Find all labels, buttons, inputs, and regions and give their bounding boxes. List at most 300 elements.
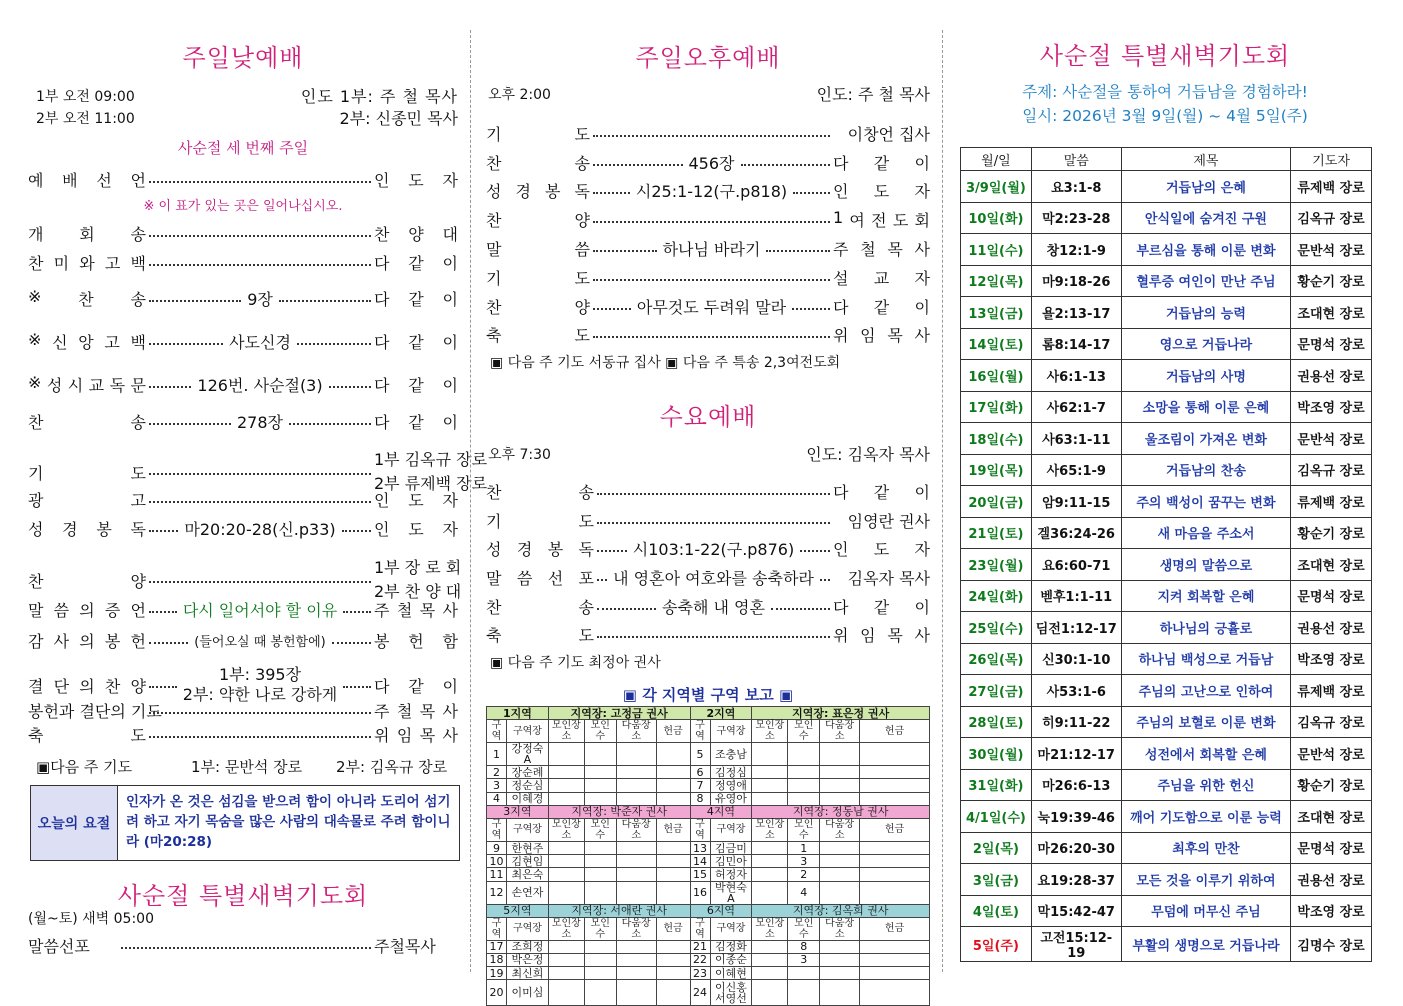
region-cell [820, 868, 860, 881]
table-row [961, 612, 1372, 644]
sunday-morning-section [28, 0, 488, 992]
region-cell [584, 953, 616, 966]
region-cell [860, 980, 930, 1006]
region-subheader-cell: 모인장소 [548, 917, 584, 940]
verse-cell: 암9:11-15 [1031, 486, 1121, 518]
region-header-cell: 6지역 [690, 904, 752, 917]
table-row [961, 265, 1372, 297]
season-label: 사순절 세 번째 주일 [177, 139, 309, 157]
prayer-cell: 황순기 장로 [1291, 769, 1372, 801]
wednesday-item-label: 찬 송 [486, 483, 594, 502]
verse-label: 오늘의 요절 [31, 786, 118, 860]
morning-item-label: 감 사 의 봉 헌 [28, 632, 146, 651]
subject-cell: 영으로 거듭나라 [1121, 328, 1290, 360]
subject-cell: 무덤에 머무신 주님 [1121, 895, 1290, 927]
verse-cell: 사6:1-13 [1031, 360, 1121, 392]
morning-item-value: 1부 장 로 회 2부 찬 양 대 [374, 558, 462, 601]
prayer-cell: 문반석 장로 [1291, 234, 1372, 266]
morning-item [28, 287, 458, 310]
subject-cell: 주님의 보혈로 이룬 변화 [1121, 706, 1290, 738]
morning-item-label: ※ 성 시 교 독 문 [28, 373, 146, 395]
region-cell: 16 [690, 881, 710, 904]
verse-cell: 고전15:12-19 [1031, 927, 1121, 962]
table-row [487, 766, 930, 779]
wednesday-item [486, 595, 930, 618]
region-cell: 3 [788, 953, 820, 966]
region-subheader-cell: 다움장소 [820, 720, 860, 743]
region-subheader-cell: 헌금 [860, 818, 930, 841]
date-cell: 3일(금) [961, 864, 1032, 896]
prayer-cell: 김명수 장로 [1291, 927, 1372, 962]
verse-cell: 사65:1-9 [1031, 454, 1121, 486]
region-cell [860, 855, 930, 868]
region-cell [752, 766, 788, 779]
region-cell: 김정화 [710, 940, 752, 953]
region-cell [584, 980, 616, 1006]
region-cell [860, 792, 930, 805]
region-header-cell: 지역장: 서애란 권사 [548, 904, 690, 917]
verse-cell: 롬8:14-17 [1031, 328, 1121, 360]
region-header-cell: 지역장: 박준자 권사 [548, 805, 690, 818]
table-row [961, 643, 1372, 675]
morning-item-label: 개 회 송 [28, 225, 146, 244]
morning-item-label: 찬 양 [28, 571, 146, 591]
region-cell [616, 868, 656, 881]
table-row [487, 953, 930, 966]
region-subheader-cell: 헌금 [656, 818, 690, 841]
wednesday-item-value: 다 같 이 [833, 483, 930, 502]
dawn-prayer-section [958, 0, 1372, 992]
region-cell [656, 940, 690, 953]
morning-item-detail: 사도신경 [226, 330, 294, 353]
region-cell [860, 953, 930, 966]
table-row [961, 454, 1372, 486]
wednesday-item-label: 성 경 봉 독 [486, 540, 594, 559]
region-subheader-cell: 모인장소 [752, 917, 788, 940]
region-subheader-cell: 구역장 [710, 720, 752, 743]
afternoon-item-label: 찬 송 [486, 154, 590, 173]
morning-item-label: 광 고 [28, 491, 146, 510]
region-cell: 이미심 [506, 980, 548, 1006]
wednesday-time: 오후 7:30 [488, 447, 551, 463]
region-cell [820, 841, 860, 854]
region-cell: 김금미 [710, 841, 752, 854]
date-cell: 30일(월) [961, 738, 1032, 770]
region-subheader-cell: 구역 [690, 720, 710, 743]
region-cell [584, 967, 616, 980]
region-header-cell: 3지역 [487, 805, 549, 818]
header-date: 월/일 [961, 148, 1032, 171]
region-cell: 19 [487, 967, 507, 980]
date-cell: 25일(수) [961, 612, 1032, 644]
region-cell: 허정자 [710, 868, 752, 881]
region-cell: 장순례 [506, 766, 548, 779]
wednesday-title: 수요예배 [659, 403, 757, 431]
region-cell [548, 868, 584, 881]
morning-item-value: 위 임 목 사 [374, 726, 458, 745]
morning-item-value: 다 같 이 [374, 676, 459, 696]
region-header-cell: 지역장: 표은정 권사 [752, 707, 930, 720]
region-cell: 정영애 [710, 779, 752, 792]
region-subheader-cell: 구역장 [710, 818, 752, 841]
dawn-time: (월~토) 새벽 05:00 [28, 911, 154, 927]
region-header-cell: 4지역 [690, 805, 752, 818]
region-cell [820, 940, 860, 953]
afternoon-item [486, 266, 930, 289]
region-cell [584, 855, 616, 868]
prayer-cell: 조대현 장로 [1291, 297, 1372, 329]
region-subheader-cell: 구역장 [710, 917, 752, 940]
region-cell [616, 855, 656, 868]
region-cell: 18 [487, 953, 507, 966]
subject-cell: 거듭남의 능력 [1121, 297, 1290, 329]
dawn-item-label: 말씀선포 [28, 937, 90, 956]
afternoon-item [486, 179, 930, 202]
date-cell: 10일(화) [961, 202, 1032, 234]
morning-item [28, 699, 458, 722]
morning-item-value: 인 도 자 [374, 171, 458, 190]
region-cell [656, 855, 690, 868]
region-cell [616, 980, 656, 1006]
region-cell: 14 [690, 855, 710, 868]
region-header-cell: 2지역 [690, 707, 752, 720]
region-subheader-cell: 모인장소 [548, 720, 584, 743]
region-subheader-cell: 구역장 [506, 720, 548, 743]
verse-text: 인자가 온 것은 섬김을 받으려 함이 아니라 도리어 섬기려 하고 자기 목숨을 많은 사람의 대속물로 주려 함이니라 (마20:28) [126, 794, 451, 850]
table-row [961, 864, 1372, 896]
morning-item-value: 봉 헌 함 [374, 632, 458, 651]
wednesday-item [486, 480, 930, 503]
region-header [487, 805, 930, 818]
dawn-main-title: 사순절 특별새벽기도회 [1039, 42, 1291, 70]
region-cell [820, 980, 860, 1006]
table-row [961, 580, 1372, 612]
wednesday-item-detail: 송축해 내 영혼 [659, 595, 768, 618]
date-cell: 24일(화) [961, 580, 1032, 612]
region-cell [584, 940, 616, 953]
verse-cell: 막15:42-47 [1031, 895, 1121, 927]
subject-cell: 깨어 기도함으로 이룬 능력 [1121, 801, 1290, 833]
region-subheader-cell: 다움장소 [616, 917, 656, 940]
wednesday-item-label: 축 도 [486, 626, 594, 645]
region-cell: 3 [788, 855, 820, 868]
table-row [961, 423, 1372, 455]
region-cell [860, 779, 930, 792]
region-cell: 조희정 [506, 940, 548, 953]
region-cell [584, 868, 616, 881]
region-cell: 손연자 [506, 881, 548, 904]
divider-2 [942, 30, 943, 972]
region-cell [860, 868, 930, 881]
morning-item [28, 723, 458, 746]
region-cell [656, 967, 690, 980]
morning-item [28, 488, 458, 511]
region-cell: 10 [487, 855, 507, 868]
table-row [487, 967, 930, 980]
morning-item-label: 결 단 의 찬 양 [28, 676, 146, 696]
verse-cell: 히9:11-22 [1031, 706, 1121, 738]
morning-item-detail: 다시 일어서야 할 이유 [180, 598, 340, 621]
region-cell [616, 779, 656, 792]
table-row [961, 738, 1372, 770]
afternoon-item-value: 다 같 이 [833, 298, 930, 317]
subject-cell: 울조림이 가져온 변화 [1121, 423, 1290, 455]
region-cell [616, 940, 656, 953]
date-cell: 27일(금) [961, 675, 1032, 707]
morning-item [28, 373, 458, 396]
prayer-cell: 김옥규 장로 [1291, 706, 1372, 738]
region-subheader-cell: 헌금 [656, 917, 690, 940]
afternoon-title: 주일오후예배 [635, 44, 781, 72]
region-report-table [486, 706, 930, 1006]
region-cell: 11 [487, 868, 507, 881]
region-cell [752, 841, 788, 854]
morning-item-label: 기 도 [28, 463, 146, 483]
prayer-cell: 문반석 장로 [1291, 423, 1372, 455]
morning-item-label: 축 도 [28, 726, 146, 745]
morning-item-value: 주 철 목 사 [374, 601, 458, 620]
table-row [961, 517, 1372, 549]
wednesday-item-value: 임영란 권사 [847, 512, 930, 531]
prayer-cell: 황순기 장로 [1291, 265, 1372, 297]
morning-item [28, 410, 458, 433]
afternoon-item-label: 기 도 [486, 269, 590, 288]
afternoon-item-detail: 456장 [686, 151, 738, 174]
table-row [961, 706, 1372, 738]
morning-item-value: 인 도 자 [374, 520, 458, 539]
afternoon-item [486, 295, 930, 318]
region-cell [656, 779, 690, 792]
morning-item-detail: (들어오실 때 봉헌함에) [191, 631, 328, 650]
region-cell [548, 792, 584, 805]
region-cell [752, 940, 788, 953]
verse-cell: 요6:60-71 [1031, 549, 1121, 581]
region-cell: 8 [690, 792, 710, 805]
region-cell [584, 779, 616, 792]
region-subheader-cell: 다움장소 [820, 917, 860, 940]
prayer-cell: 황순기 장로 [1291, 517, 1372, 549]
verse-cell: 사63:1-11 [1031, 423, 1121, 455]
subject-cell: 주의 백성이 꿈꾸는 변화 [1121, 486, 1290, 518]
prayer-cell: 조대현 장로 [1291, 549, 1372, 581]
region-cell [548, 967, 584, 980]
morning-item-label: 예 배 선 언 [28, 171, 146, 190]
region-cell [860, 766, 930, 779]
region-cell [656, 881, 690, 904]
morning-item [28, 598, 458, 621]
table-row [961, 801, 1372, 833]
subject-cell: 성전에서 회복할 은혜 [1121, 738, 1290, 770]
morning-item-label: ※ 찬 송 [28, 287, 146, 309]
middle-section [486, 0, 931, 1005]
wednesday-item [486, 566, 930, 589]
region-cell: 3 [487, 779, 507, 792]
region-cell [584, 743, 616, 766]
morning-item [28, 556, 462, 604]
date-cell: 31일(화) [961, 769, 1032, 801]
region-cell: 22 [690, 953, 710, 966]
wednesday-item-value: 김옥자 목사 [847, 569, 931, 588]
morning-item [28, 222, 458, 245]
service-time-1: 1부 오전 09:00 [36, 89, 135, 105]
morning-item [28, 251, 458, 274]
morning-item-value: 주 철 목 사 [374, 702, 458, 721]
region-subheader-cell: 모인장소 [752, 818, 788, 841]
table-row [487, 940, 930, 953]
afternoon-item-value: 위 임 목 사 [833, 326, 930, 345]
afternoon-item [486, 208, 930, 231]
morning-item-value: 다 같 이 [374, 333, 459, 352]
region-cell [616, 967, 656, 980]
wednesday-item-value: 다 같 이 [833, 598, 931, 617]
verse-cell: 욜2:13-17 [1031, 297, 1121, 329]
region-subheader-cell: 구역 [487, 818, 507, 841]
morning-item [28, 517, 458, 540]
region-subheader-cell: 모인수 [788, 818, 820, 841]
region-cell [820, 766, 860, 779]
prayer-cell: 문명석 장로 [1291, 580, 1372, 612]
region-cell: 강정숙A [506, 743, 548, 766]
region-cell: 1 [487, 743, 507, 766]
region-cell [752, 881, 788, 904]
table-row [961, 391, 1372, 423]
region-cell [656, 792, 690, 805]
table-row [961, 895, 1372, 927]
region-cell: 9 [487, 841, 507, 854]
date-cell: 23일(월) [961, 549, 1032, 581]
table-row [487, 980, 930, 1006]
date-cell: 26일(목) [961, 643, 1032, 675]
prayer-cell: 류제백 장로 [1291, 171, 1372, 203]
region-subheader [487, 917, 930, 940]
region-table [486, 706, 930, 1006]
region-cell [584, 792, 616, 805]
region-cell: 7 [690, 779, 710, 792]
wednesday-item [486, 509, 930, 532]
prayer-cell: 박조영 장로 [1291, 643, 1372, 675]
region-cell [616, 881, 656, 904]
date-cell: 19일(목) [961, 454, 1032, 486]
verse-cell: 창12:1-9 [1031, 234, 1121, 266]
region-cell: 5 [690, 743, 710, 766]
verse-cell: 사53:1-6 [1031, 675, 1121, 707]
region-subheader [487, 818, 930, 841]
morning-item-label: ※ 신 앙 고 백 [28, 330, 146, 352]
date-cell: 3/9일(월) [961, 171, 1032, 203]
region-cell [788, 980, 820, 1006]
prayer-cell: 박조영 장로 [1291, 391, 1372, 423]
region-cell [820, 967, 860, 980]
subject-cell: 최후의 만찬 [1121, 832, 1290, 864]
subject-cell: 지켜 회복할 은혜 [1121, 580, 1290, 612]
wednesday-item-detail: 시103:1-22(구.p876) [630, 537, 797, 560]
region-cell [548, 766, 584, 779]
date-cell: 4일(토) [961, 895, 1032, 927]
region-cell: 12 [487, 881, 507, 904]
table-row [961, 832, 1372, 864]
region-cell: 최신희 [506, 967, 548, 980]
stand-note: ※ 이 표가 있는 곳은 일어나십시오. [143, 199, 343, 214]
region-subheader-cell: 다움장소 [820, 818, 860, 841]
subject-cell: 거듭남의 찬송 [1121, 454, 1290, 486]
date-cell: 20일(금) [961, 486, 1032, 518]
morning-item-detail: 9장 [244, 287, 276, 310]
table-row [487, 855, 930, 868]
morning-item-label: 찬 송 [28, 413, 146, 432]
region-cell [788, 743, 820, 766]
region-subheader-cell: 헌금 [860, 720, 930, 743]
leader-1: 인도 1부: 주 철 목사 [300, 87, 458, 106]
next-prayer-1: 1부: 문반석 장로 [191, 758, 303, 776]
region-cell [548, 980, 584, 1006]
subject-cell: 하나님의 긍휼로 [1121, 612, 1290, 644]
date-cell: 17일(화) [961, 391, 1032, 423]
region-cell [656, 868, 690, 881]
wednesday-item-value: 인 도 자 [833, 540, 931, 559]
wednesday-item-label: 기 도 [486, 512, 594, 531]
morning-item-label: 찬 미 와 고 백 [28, 254, 146, 273]
region-cell [752, 967, 788, 980]
afternoon-item-label: 기 도 [486, 125, 590, 144]
dawn-title: 사순절 특별새벽기도회 [117, 882, 369, 910]
header-subject: 제목 [1121, 148, 1290, 171]
prayer-cell: 박조영 장로 [1291, 895, 1372, 927]
region-cell [788, 766, 820, 779]
region-cell: 김민아 [710, 855, 752, 868]
region-subheader-cell: 모인장소 [548, 818, 584, 841]
region-cell [752, 868, 788, 881]
region-cell [752, 743, 788, 766]
region-cell: 김정심 [710, 766, 752, 779]
date-cell: 16일(월) [961, 360, 1032, 392]
region-cell [752, 953, 788, 966]
region-cell [752, 792, 788, 805]
region-cell [548, 940, 584, 953]
verse-cell: 사62:1-7 [1031, 391, 1121, 423]
afternoon-item-detail: 아무것도 두려워 말라 [634, 295, 789, 318]
morning-item-label: 성 경 봉 독 [28, 520, 146, 539]
verse-cell: 마21:12-17 [1031, 738, 1121, 770]
prayer-cell: 문명석 장로 [1291, 328, 1372, 360]
afternoon-item-value: 이창언 집사 [847, 125, 930, 144]
afternoon-leader: 인도: 주 철 목사 [816, 85, 930, 104]
region-subheader-cell: 모인수 [788, 917, 820, 940]
region-subheader-cell: 구역장 [506, 818, 548, 841]
date-cell: 11일(수) [961, 234, 1032, 266]
table-row [487, 841, 930, 854]
subject-cell: 주님의 고난으로 인하여 [1121, 675, 1290, 707]
leader-2: 2부: 신종민 목사 [339, 109, 458, 128]
morning-item-value: 1부 김옥규 장로 2부 류제백 장로 [374, 450, 488, 493]
next-prayer [36, 756, 458, 777]
region-cell [860, 967, 930, 980]
morning-item [28, 168, 458, 191]
prayer-cell: 류제백 장로 [1291, 675, 1372, 707]
table-row [961, 549, 1372, 581]
region-cell [548, 743, 584, 766]
afternoon-item [486, 323, 930, 346]
afternoon-item [486, 122, 930, 145]
verse-cell: 마26:6-13 [1031, 769, 1121, 801]
subject-cell: 새 마음을 주소서 [1121, 517, 1290, 549]
prayer-cell: 김옥규 장로 [1291, 202, 1372, 234]
afternoon-item-label: 성 경 봉 독 [486, 182, 590, 201]
prayer-cell: 류제백 장로 [1291, 486, 1372, 518]
region-cell [616, 792, 656, 805]
verse-cell: 막2:23-28 [1031, 202, 1121, 234]
date-cell: 4/1일(수) [961, 801, 1032, 833]
region-cell [584, 841, 616, 854]
